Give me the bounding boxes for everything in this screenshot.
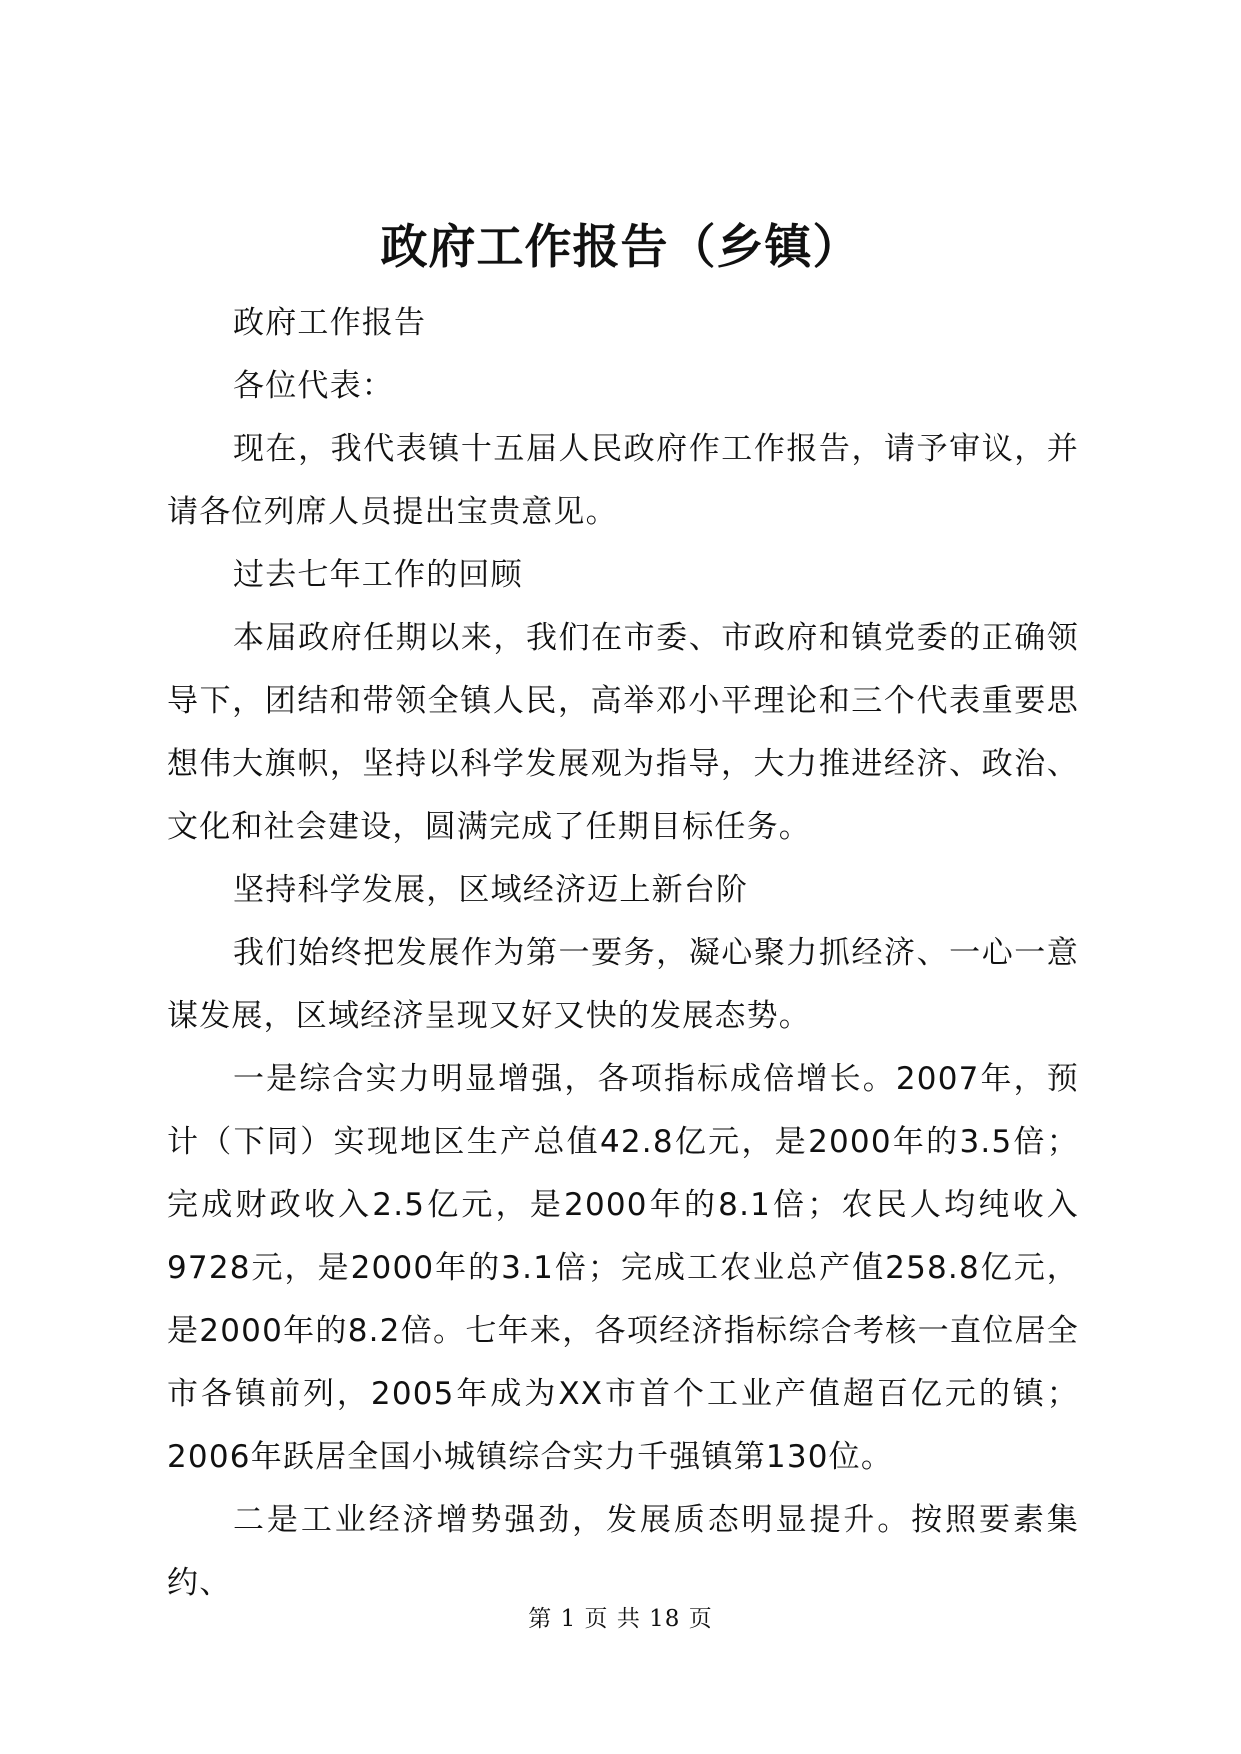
- paragraph-intro: 现在，我代表镇十五届人民政府作工作报告，请予审议，并请各位列席人员提出宝贵意见。: [167, 431, 1079, 530]
- section-heading-review: 过去七年工作的回顾: [233, 557, 523, 593]
- paragraph-development: 我们始终把发展作为第一要务，凝心聚力抓经济、一心一意谋发展，区域经济呈现又好又快的发展态势。: [167, 935, 1079, 1034]
- page-footer: 第 1 页 共 18 页: [528, 1606, 713, 1632]
- paragraph-point-two: 二是工业经济增势强劲，发展质态明显提升。按照要素集约、: [167, 1502, 1079, 1601]
- document-body: [167, 292, 1079, 1615]
- section-heading-development: 坚持科学发展，区域经济迈上新台阶: [233, 872, 749, 908]
- document-title: 政府工作报告（乡镇）: [380, 220, 861, 275]
- paragraph-salutation: 各位代表：: [233, 368, 394, 404]
- paragraph-overview: 本届政府任期以来，我们在市委、市政府和镇党委的正确领导下，团结和带领全镇人民，高举邓小平理论和三个代表重要思想伟大旗帜，坚持以科学发展观为指导，大力推进经济、政治、文化和社会建设，圆满完成了任期目标任务。: [167, 620, 1079, 845]
- paragraph-point-one: 一是综合实力明显增强，各项指标成倍增长。2007年，预计（下同）实现地区生产总值42.8亿元，是2000年的3.5倍；完成财政收入2.5亿元，是2000年的8.1倍；农民人均纯收入9728元，是2000年的3.1倍；完成工农业总产值258.8亿元，是2000年的8.2倍。七年来，各项经济指标综合考核一直位居全市各镇前列，2005年成为XX市首个工业产值超百亿元的镇；2006年跃居全国小城镇综合实力千强镇第130位。: [167, 1061, 1079, 1475]
- paragraph-subtitle: 政府工作报告: [233, 305, 427, 341]
